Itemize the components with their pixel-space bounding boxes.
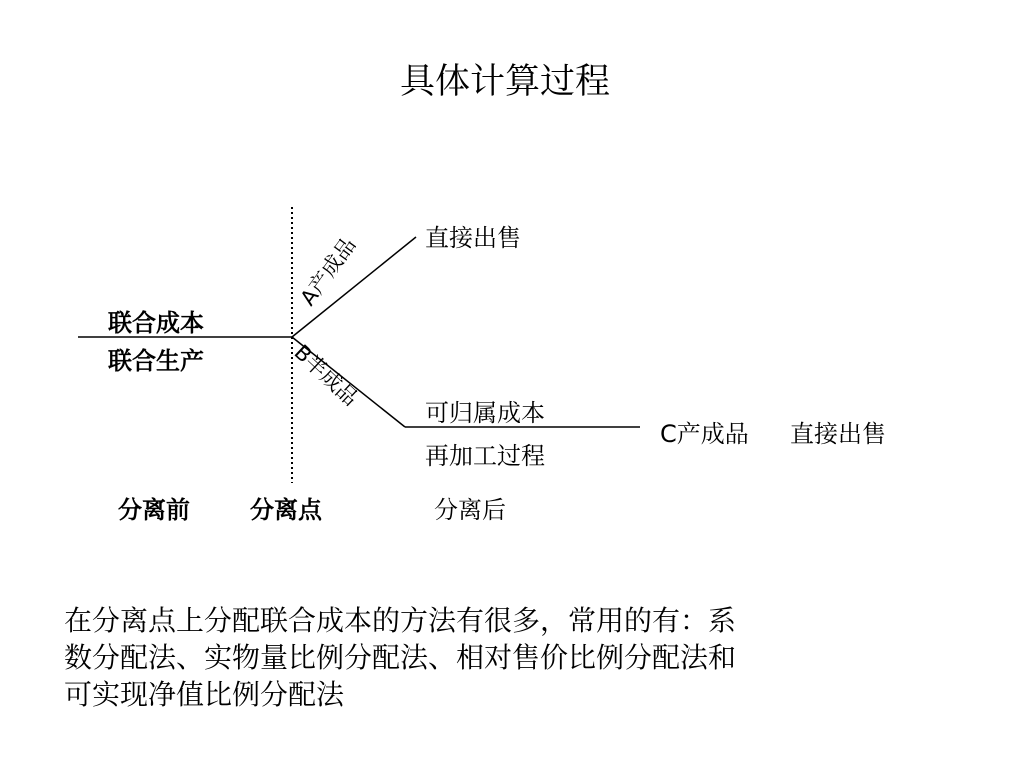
description-line: 在分离点上分配联合成本的方法有很多，常用的有：系 [64, 604, 737, 637]
page-title: 具体计算过程 [399, 62, 610, 102]
joint-production-label: 联合生产 [108, 347, 204, 375]
stage-split-point-label: 分离点 [250, 496, 322, 524]
stage-after-label: 分离后 [434, 496, 506, 524]
further-processing-label: 再加工过程 [425, 442, 545, 470]
description-line: 可实现净值比例分配法 [64, 678, 345, 711]
stage-before-label: 分离前 [118, 496, 190, 524]
branch-a-label: A产成品 [295, 233, 361, 310]
product-c-label: C产成品 [660, 420, 749, 448]
branch-b-label: B半成品 [289, 340, 363, 411]
description-paragraph [64, 602, 924, 713]
joint-cost-label: 联合成本 [108, 309, 204, 337]
description-line: 数分配法、实物量比例分配法、相对售价比例分配法和 [64, 641, 737, 674]
product-c-sale-label: 直接出售 [790, 420, 886, 448]
direct-sale-label: 直接出售 [425, 224, 521, 252]
attributable-cost-label: 可归属成本 [425, 399, 545, 427]
